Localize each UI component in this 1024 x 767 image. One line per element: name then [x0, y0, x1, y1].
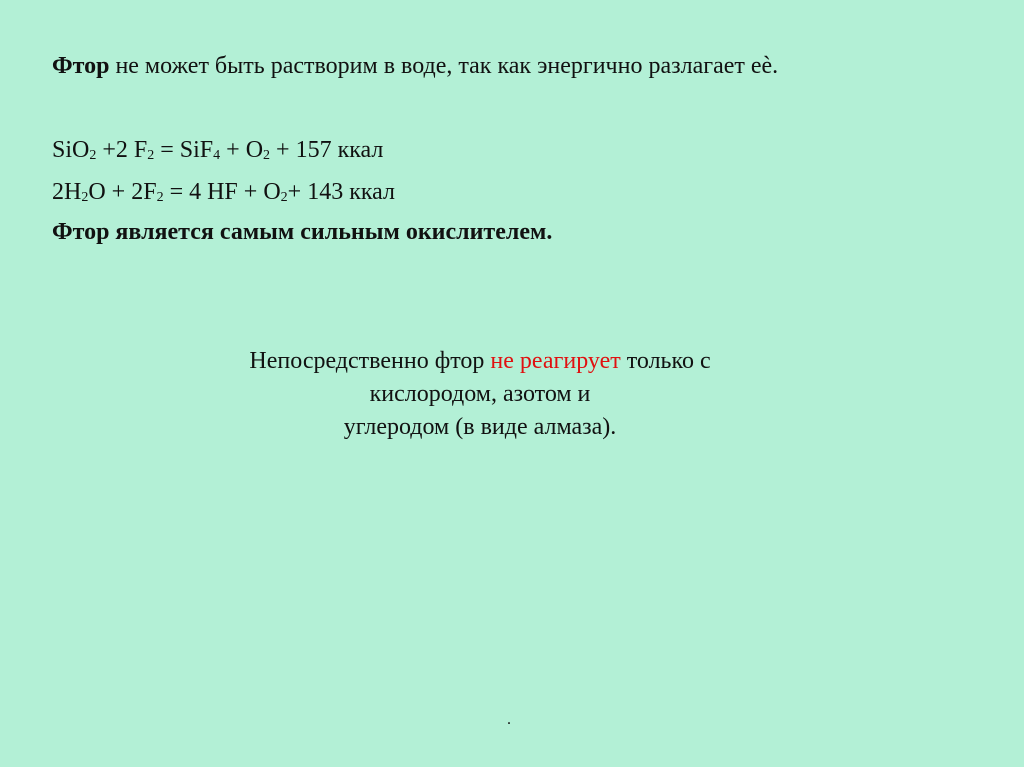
eq1-part: +2 F [96, 137, 148, 163]
eq2-subscript: 2 [156, 190, 164, 205]
eq2-subscript: 2 [81, 190, 89, 205]
intro-text [52, 52, 778, 80]
eq1-part: SiO [52, 137, 90, 163]
eq2-part: O + 2F [88, 179, 157, 205]
eq1-part: + 157 ккал [270, 137, 384, 163]
equation-sio2-f2 [52, 136, 383, 164]
eq2-subscript: 2 [280, 190, 288, 205]
eq1-subscript: 2 [263, 148, 271, 163]
eq1-subscript: 2 [147, 148, 155, 163]
note-line-2: кислородом, азотом и [369, 381, 591, 407]
eq1-subscript: 2 [89, 148, 97, 163]
eq2-part: + 143 ккал [287, 179, 395, 205]
note-line-1 [140, 345, 820, 378]
intro-bold-word: Фтор [52, 53, 110, 79]
strongest-oxidizer-statement: Фтор является самым сильным окислителем. [52, 219, 553, 245]
eq1-part: + O [220, 137, 264, 163]
equation-h2o-f2 [52, 178, 395, 206]
eq1-subscript: 4 [213, 148, 221, 163]
note-text: Непосредственно фтор [249, 348, 491, 374]
intro-rest: не может быть растворим в воде, так как энергично разлагает еѐ. [109, 53, 779, 79]
note-highlight: не реагирует [490, 348, 621, 374]
note-text: только с [620, 348, 711, 374]
eq1-part: = SiF [154, 137, 214, 163]
non-reacting-note [140, 345, 820, 444]
footer-mark: . [507, 711, 511, 728]
eq2-part: 2H [52, 179, 82, 205]
note-line-3: углеродом (в виде алмаза). [343, 414, 617, 440]
eq2-part: = 4 HF + O [163, 179, 281, 205]
